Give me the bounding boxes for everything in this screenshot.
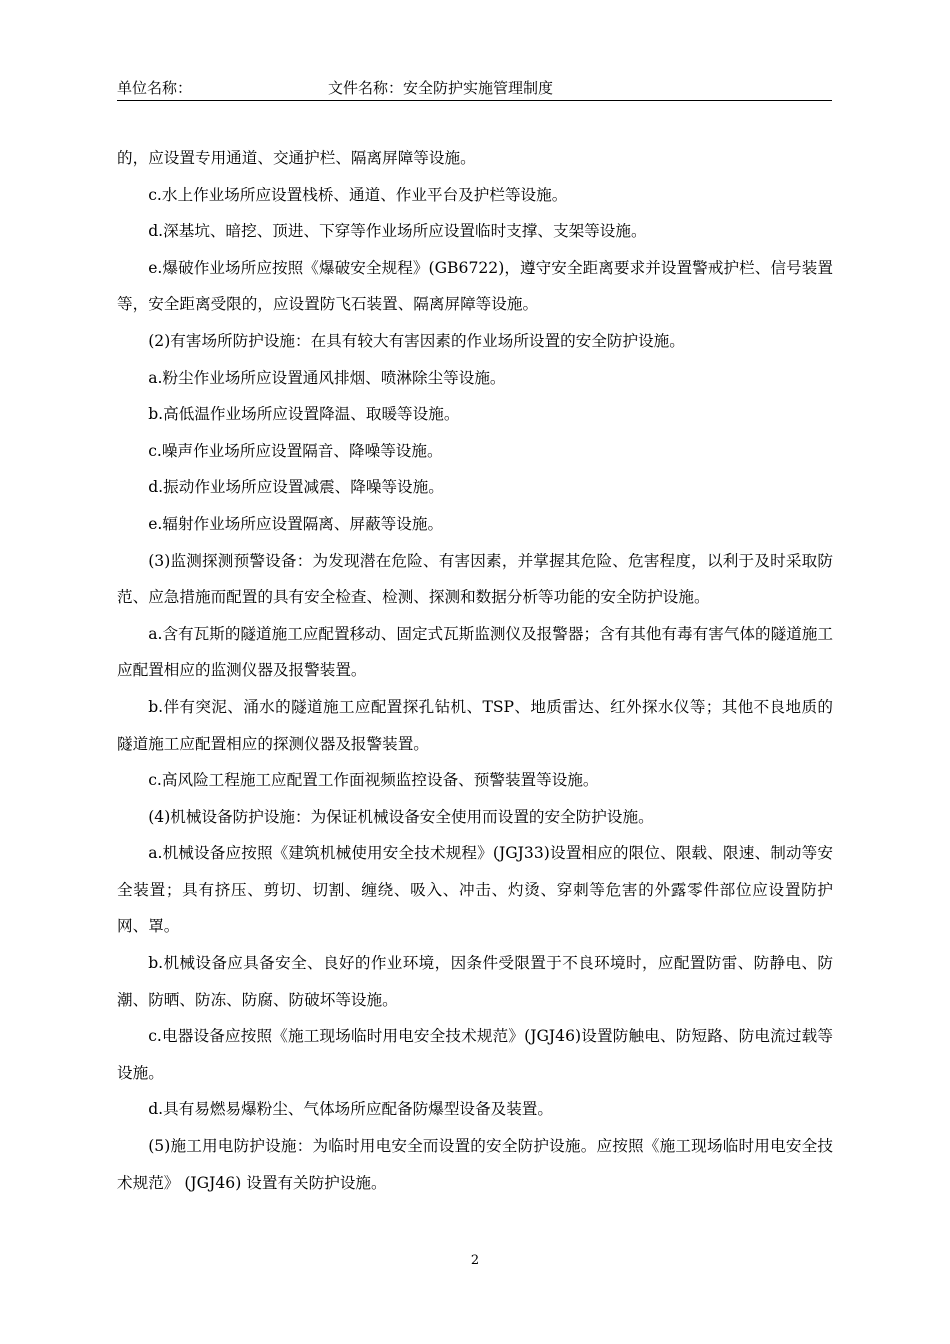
paragraph: (2)有害场所防护设施：在具有较大有害因素的作业场所设置的安全防护设施。 [148, 331, 685, 350]
paragraph: d.振动作业场所应设置减震、降噪等设施。 [148, 478, 444, 497]
paragraph: c.电器设备应按照《施工现场临时用电安全技术规范》(JGJ46)设置防触电、防短路、防电流过载等设施。 [117, 1027, 833, 1082]
paragraph: (4)机械设备防护设施：为保证机械设备安全使用而设置的安全防护设施。 [148, 807, 654, 826]
paragraph: b.高低温作业场所应设置降温、取暖等设施。 [148, 405, 460, 424]
paragraph: e.爆破作业场所应按照《爆破安全规程》(GB6722)，遵守安全距离要求并设置警戒护栏、信号装置等，安全距离受限的，应设置防飞石装置、隔离屏障等设施。 [117, 258, 833, 314]
unit-name-label: 单位名称： [117, 79, 193, 97]
paragraph: b.机械设备应具备安全、良好的作业环境，因条件受限置于不良环境时，应配置防雷、防静电、防潮、防晒、防冻、防腐、防破坏等设施。 [117, 954, 833, 1009]
file-name-label: 文件名称：安全防护实施管理制度 [328, 79, 554, 97]
document-body [117, 140, 833, 1201]
paragraph: a.机械设备应按照《建筑机械使用安全技术规程》(JGJ33)设置相应的限位、限载、限速、制动等安全装置；具有挤压、剪切、切割、缠绕、吸入、冲击、灼烫、穿刺等危害的外露零件部位应设置防护网、罩。 [117, 844, 833, 936]
paragraph: c.高风险工程施工应配置工作面视频监控设备、预警装置等设施。 [148, 771, 599, 790]
paragraph: b.伴有突泥、涌水的隧道施工应配置探孔钻机、TSP、地质雷达、红外探水仪等；其他不良地质的隧道施工应配置相应的探测仪器及报警装置。 [117, 697, 833, 753]
page-number: 2 [470, 1253, 480, 1268]
paragraph: c.噪声作业场所应设置隔音、降噪等设施。 [148, 441, 443, 460]
paragraph: e.辐射作业场所应设置隔离、屏蔽等设施。 [148, 514, 444, 533]
page-header [117, 76, 832, 101]
paragraph: 的，应设置专用通道、交通护栏、隔离屏障等设施。 [117, 149, 476, 167]
paragraph: c.水上作业场所应设置栈桥、通道、作业平台及护栏等设施。 [148, 185, 568, 204]
paragraph: (3)监测探测预警设备：为发现潜在危险、有害因素，并掌握其危险、危害程度，以利于及时采取防范、应急措施而配置的具有安全检查、检测、探测和数据分析等功能的安全防护设施。 [117, 551, 833, 607]
paragraph: (5)施工用电防护设施：为临时用电安全而设置的安全防护设施。应按照《施工现场临时用电安全技术规范》 (JGJ46) 设置有关防护设施。 [117, 1137, 833, 1192]
paragraph: a.粉尘作业场所应设置通风排烟、喷淋除尘等设施。 [148, 368, 506, 387]
paragraph: d.具有易燃易爆粉尘、气体场所应配备防爆型设备及装置。 [148, 1100, 553, 1119]
paragraph: a.含有瓦斯的隧道施工应配置移动、固定式瓦斯监测仪及报警器；含有其他有毒有害气体的隧道施工应配置相应的监测仪器及报警装置。 [117, 624, 833, 680]
paragraph: d.深基坑、暗挖、顶进、下穿等作业场所应设置临时支撑、支架等设施。 [148, 222, 647, 241]
